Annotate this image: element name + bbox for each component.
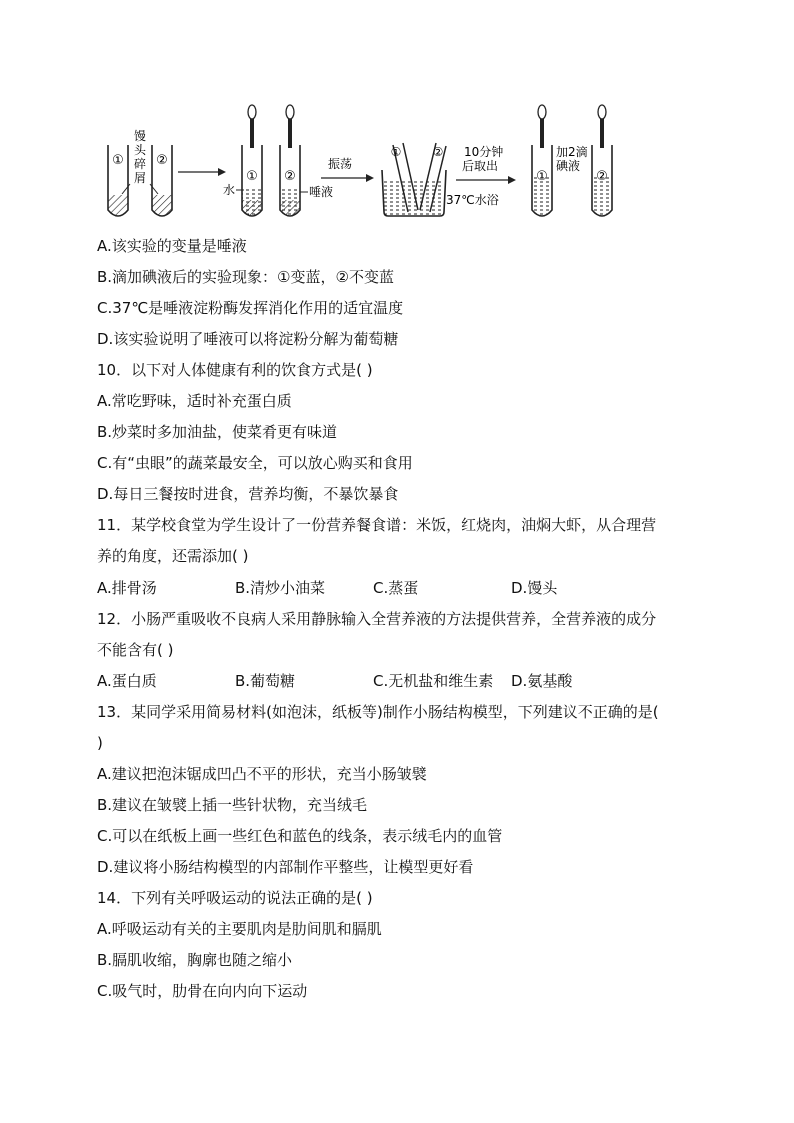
- q13-stem-line1: 13．某同学采用简易材料(如泡沫，纸板等)制作小肠结构模型，下列建议不正确的是(: [97, 703, 659, 721]
- q10-option-c: C.有“虫眼”的蔬菜最安全，可以放心购买和食用: [97, 454, 413, 472]
- step2-tubes: [223, 105, 333, 216]
- time-label: 10分钟: [464, 145, 504, 159]
- step4-tube1-label: ①: [536, 169, 548, 184]
- q13-option-a: A.建议把泡沫锯成凹凸不平的形状，充当小肠皱襞: [97, 765, 427, 783]
- q9-option-b: B.滴加碘液后的实验现象：①变蓝，②不变蓝: [97, 268, 394, 286]
- q12-stem-line1: 12．小肠严重吸收不良病人采用静脉输入全营养液的方法提供营养，全营养液的成分: [97, 610, 657, 628]
- q13-option-d: D.建议将小肠结构模型的内部制作平整些，让模型更好看: [97, 858, 474, 876]
- water-label: 水: [223, 183, 236, 197]
- q12-option-b: B.葡萄糖: [235, 672, 296, 690]
- mantou-label-4: 屑: [133, 171, 147, 185]
- q9-option-a: A.该实验的变量是唾液: [97, 237, 247, 255]
- tube1-label: ①: [112, 153, 124, 168]
- q12-stem-line2: 不能含有( ): [97, 641, 174, 659]
- step2-tube1-label: ①: [246, 169, 258, 184]
- bath-label: 37℃水浴: [446, 193, 499, 207]
- mantou-label-3: 碎: [133, 157, 147, 171]
- q13-stem-line2: ): [97, 734, 103, 752]
- tube2-label: ②: [156, 153, 168, 168]
- q11-options: [97, 578, 611, 598]
- q11-option-a: A.排骨汤: [97, 579, 157, 597]
- step1-tubes: [108, 128, 172, 216]
- mantou-label-2: 头: [133, 143, 147, 157]
- q11-option-c: C.蒸蛋: [373, 579, 419, 597]
- add-label: 加2滴: [556, 145, 588, 159]
- mantou-label-1: 馒: [133, 129, 147, 143]
- q11-option-d: D.馒头: [511, 579, 558, 597]
- step2-tube2-label: ②: [284, 169, 296, 184]
- shake-label: 振荡: [328, 157, 353, 171]
- q11-option-b: B.清炒小油菜: [235, 579, 326, 597]
- q12-option-a: A.蛋白质: [97, 672, 157, 690]
- step4-tubes: [532, 105, 612, 216]
- q13-option-c: C.可以在纸板上画一些红色和蓝色的线条，表示绒毛内的血管: [97, 827, 503, 845]
- take-out-label: 后取出: [462, 159, 499, 173]
- q10-stem: 10．以下对人体健康有利的饮食方式是( ): [97, 361, 373, 379]
- q14-option-c: C.吸气时，肋骨在向内向下运动: [97, 982, 308, 1000]
- saliva-label: 唾液: [309, 185, 334, 199]
- experiment-figure: [96, 100, 636, 230]
- q12-options: [97, 671, 611, 691]
- q10-option-d: D.每日三餐按时进食，营养均衡，不暴饮暴食: [97, 485, 399, 503]
- step3-tube1-label: ①: [390, 145, 402, 159]
- q11-stem-line1: 11．某学校食堂为学生设计了一份营养餐食谱：米饭，红烧肉，油焖大虾，从合理营: [97, 516, 657, 534]
- q11-stem-line2: 养的角度，还需添加( ): [97, 547, 249, 565]
- q12-option-c: C.无机盐和维生素: [373, 672, 494, 690]
- q14-option-a: A.呼吸运动有关的主要肌肉是肋间肌和膈肌: [97, 920, 382, 938]
- experiment-diagram: [96, 100, 636, 230]
- q14-option-b: B.膈肌收缩，胸廓也随之缩小: [97, 951, 293, 969]
- iodine-label: 碘液: [556, 159, 581, 173]
- step3-tube2-label: ②: [432, 145, 444, 159]
- q12-option-d: D.氨基酸: [511, 672, 573, 690]
- q10-option-b: B.炒菜时多加油盐，使菜肴更有味道: [97, 423, 338, 441]
- q14-stem: 14．下列有关呼吸运动的说法正确的是( ): [97, 889, 373, 907]
- step4-tube2-label: ②: [596, 169, 608, 184]
- q9-option-d: D.该实验说明了唾液可以将淀粉分解为葡萄糖: [97, 330, 399, 348]
- q13-option-b: B.建议在皱襞上插一些针状物，充当绒毛: [97, 796, 368, 814]
- q9-option-c: C.37℃是唾液淀粉酶发挥消化作用的适宜温度: [97, 299, 404, 317]
- q10-option-a: A.常吃野味，适时补充蛋白质: [97, 392, 292, 410]
